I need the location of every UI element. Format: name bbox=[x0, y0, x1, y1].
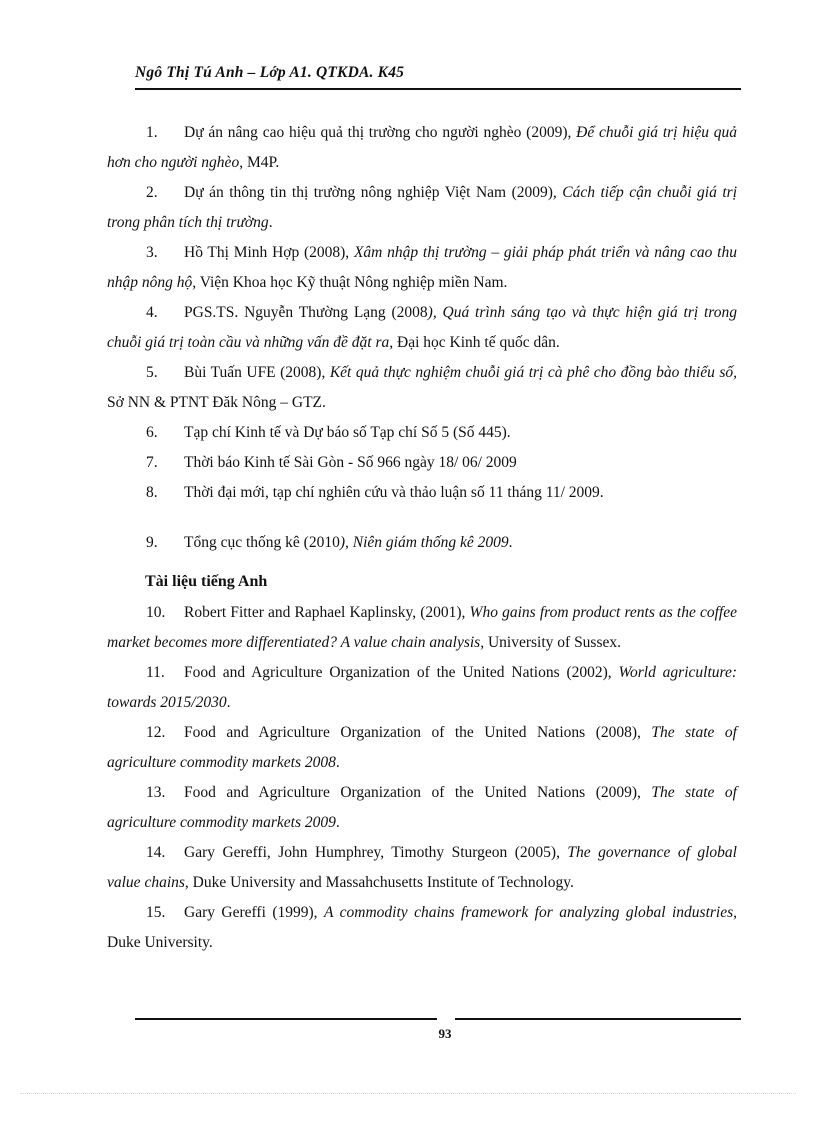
header-rule bbox=[135, 88, 741, 90]
reference-number: 9. bbox=[146, 534, 158, 551]
reference-item bbox=[107, 598, 737, 658]
reference-title: World agriculture: towards 2015/2030 bbox=[107, 664, 737, 711]
reference-number: 15. bbox=[146, 904, 166, 921]
reference-author: PGS.TS. Nguyễn Thường Lạng (2008 bbox=[184, 304, 428, 321]
reference-title: ), Niên giám thống kê 2009 bbox=[339, 534, 509, 551]
reference-author: Hồ Thị Minh Hợp (2008), bbox=[184, 244, 354, 261]
reference-author: Dự án nâng cao hiệu quả thị trường cho người nghèo (2009), bbox=[184, 124, 577, 141]
reference-item bbox=[107, 118, 737, 178]
reference-publisher: Sở NN & PTNT Đăk Nông – GTZ. bbox=[107, 394, 326, 411]
reference-author: Food and Agriculture Organization of the United Nations (2002), bbox=[184, 664, 619, 681]
spacer bbox=[107, 508, 737, 528]
reference-number: 11. bbox=[146, 664, 165, 681]
page-header: Ngô Thị Tú Anh – Lớp A1. QTKDA. K45 bbox=[135, 64, 405, 81]
reference-text: Thời báo Kinh tế Sài Gòn - Số 966 ngày 18/ 06/ 2009 bbox=[184, 454, 517, 471]
reference-item bbox=[107, 718, 737, 778]
reference-publisher: . bbox=[268, 214, 273, 231]
reference-publisher: Duke University. bbox=[107, 934, 213, 951]
reference-publisher: , Duke University and Massahchusetts Institute of Technology. bbox=[184, 874, 574, 891]
reference-author: Dự án thông tin thị trường nông nghiệp Việt Nam (2009), bbox=[184, 184, 563, 201]
reference-author: Tổng cục thống kê (2010 bbox=[184, 534, 340, 551]
reference-publisher: Đại học Kinh tế quốc dân. bbox=[393, 334, 560, 351]
reference-title: A commodity chains framework for analyzing global industries, bbox=[324, 904, 737, 921]
reference-number: 5. bbox=[146, 364, 158, 381]
reference-publisher: . bbox=[508, 534, 513, 551]
reference-author: Food and Agriculture Organization of the United Nations (2009), bbox=[184, 784, 652, 801]
reference-item bbox=[107, 448, 737, 478]
reference-number: 2. bbox=[146, 184, 158, 201]
reference-item bbox=[107, 178, 737, 238]
reference-item bbox=[107, 418, 737, 448]
reference-author: Bùi Tuấn UFE (2008), bbox=[184, 364, 330, 381]
reference-number: 10. bbox=[146, 604, 166, 621]
reference-text: Thời đại mới, tạp chí nghiên cứu và thảo luận số 11 tháng 11/ 2009. bbox=[184, 484, 604, 501]
reference-title: ), Quá trình sáng tạo và thực hiện giá trị trong chuỗi giá trị toàn cầu và những vấn đề đặt ra, bbox=[107, 304, 737, 351]
reference-number: 1. bbox=[146, 124, 158, 141]
reference-item bbox=[107, 778, 737, 838]
reference-publisher: Viện Khoa học Kỹ thuật Nông nghiệp miền Nam. bbox=[196, 274, 508, 291]
reference-item bbox=[107, 238, 737, 298]
reference-publisher: University of Sussex. bbox=[484, 634, 622, 651]
reference-number: 12. bbox=[146, 724, 166, 741]
reference-item bbox=[107, 528, 737, 558]
reference-title: The state of agriculture commodity markets 2009 bbox=[107, 784, 737, 831]
reference-publisher: . bbox=[335, 754, 340, 771]
footer-rule-right bbox=[455, 1018, 741, 1020]
page-edge-divider bbox=[20, 1093, 796, 1094]
reference-number: 6. bbox=[146, 424, 158, 441]
reference-publisher: . bbox=[226, 694, 231, 711]
footer-rule-left bbox=[135, 1018, 437, 1020]
reference-item bbox=[107, 298, 737, 358]
reference-list bbox=[107, 118, 737, 958]
reference-author: Robert Fitter and Raphael Kaplinsky, (2001), bbox=[184, 604, 470, 621]
reference-item bbox=[107, 658, 737, 718]
page-number: 93 bbox=[438, 1026, 452, 1041]
reference-number: 4. bbox=[146, 304, 158, 321]
reference-title: Who gains from product rents as the coffee market becomes more differentiated? A value chain analysis, bbox=[107, 604, 738, 651]
reference-item bbox=[107, 478, 737, 508]
reference-title: Kết quả thực nghiệm chuỗi giá trị cà phê cho đồng bào thiểu số, bbox=[329, 364, 737, 381]
reference-item bbox=[107, 838, 737, 898]
reference-title: The state of agriculture commodity markets 2008 bbox=[107, 724, 737, 771]
reference-author: Gary Gereffi, John Humphrey, Timothy Sturgeon (2005), bbox=[184, 844, 568, 861]
reference-publisher: . bbox=[335, 814, 340, 831]
reference-number: 3. bbox=[146, 244, 158, 261]
reference-title: Để chuỗi giá trị hiệu quả hơn cho người nghèo bbox=[107, 124, 738, 171]
reference-title: Xâm nhập thị trường – giải pháp phát triển và nâng cao thu nhập nông hộ, bbox=[107, 244, 737, 291]
reference-publisher: , M4P. bbox=[239, 154, 280, 171]
reference-text: Tạp chí Kinh tế và Dự báo số Tạp chí Số 5 (Số 445). bbox=[184, 424, 511, 441]
reference-author: Gary Gereffi (1999), bbox=[184, 904, 325, 921]
section-heading: Tài liệu tiếng Anh bbox=[145, 573, 268, 590]
reference-number: 8. bbox=[146, 484, 158, 501]
reference-number: 14. bbox=[146, 844, 166, 861]
reference-number: 7. bbox=[146, 454, 158, 471]
reference-title: Cách tiếp cận chuỗi giá trị trong phân tích thị trường bbox=[107, 184, 737, 231]
reference-item bbox=[107, 358, 737, 418]
reference-number: 13. bbox=[146, 784, 166, 801]
reference-title: The governance of global value chains bbox=[107, 844, 737, 891]
reference-item bbox=[107, 898, 737, 958]
reference-author: Food and Agriculture Organization of the United Nations (2008), bbox=[184, 724, 652, 741]
